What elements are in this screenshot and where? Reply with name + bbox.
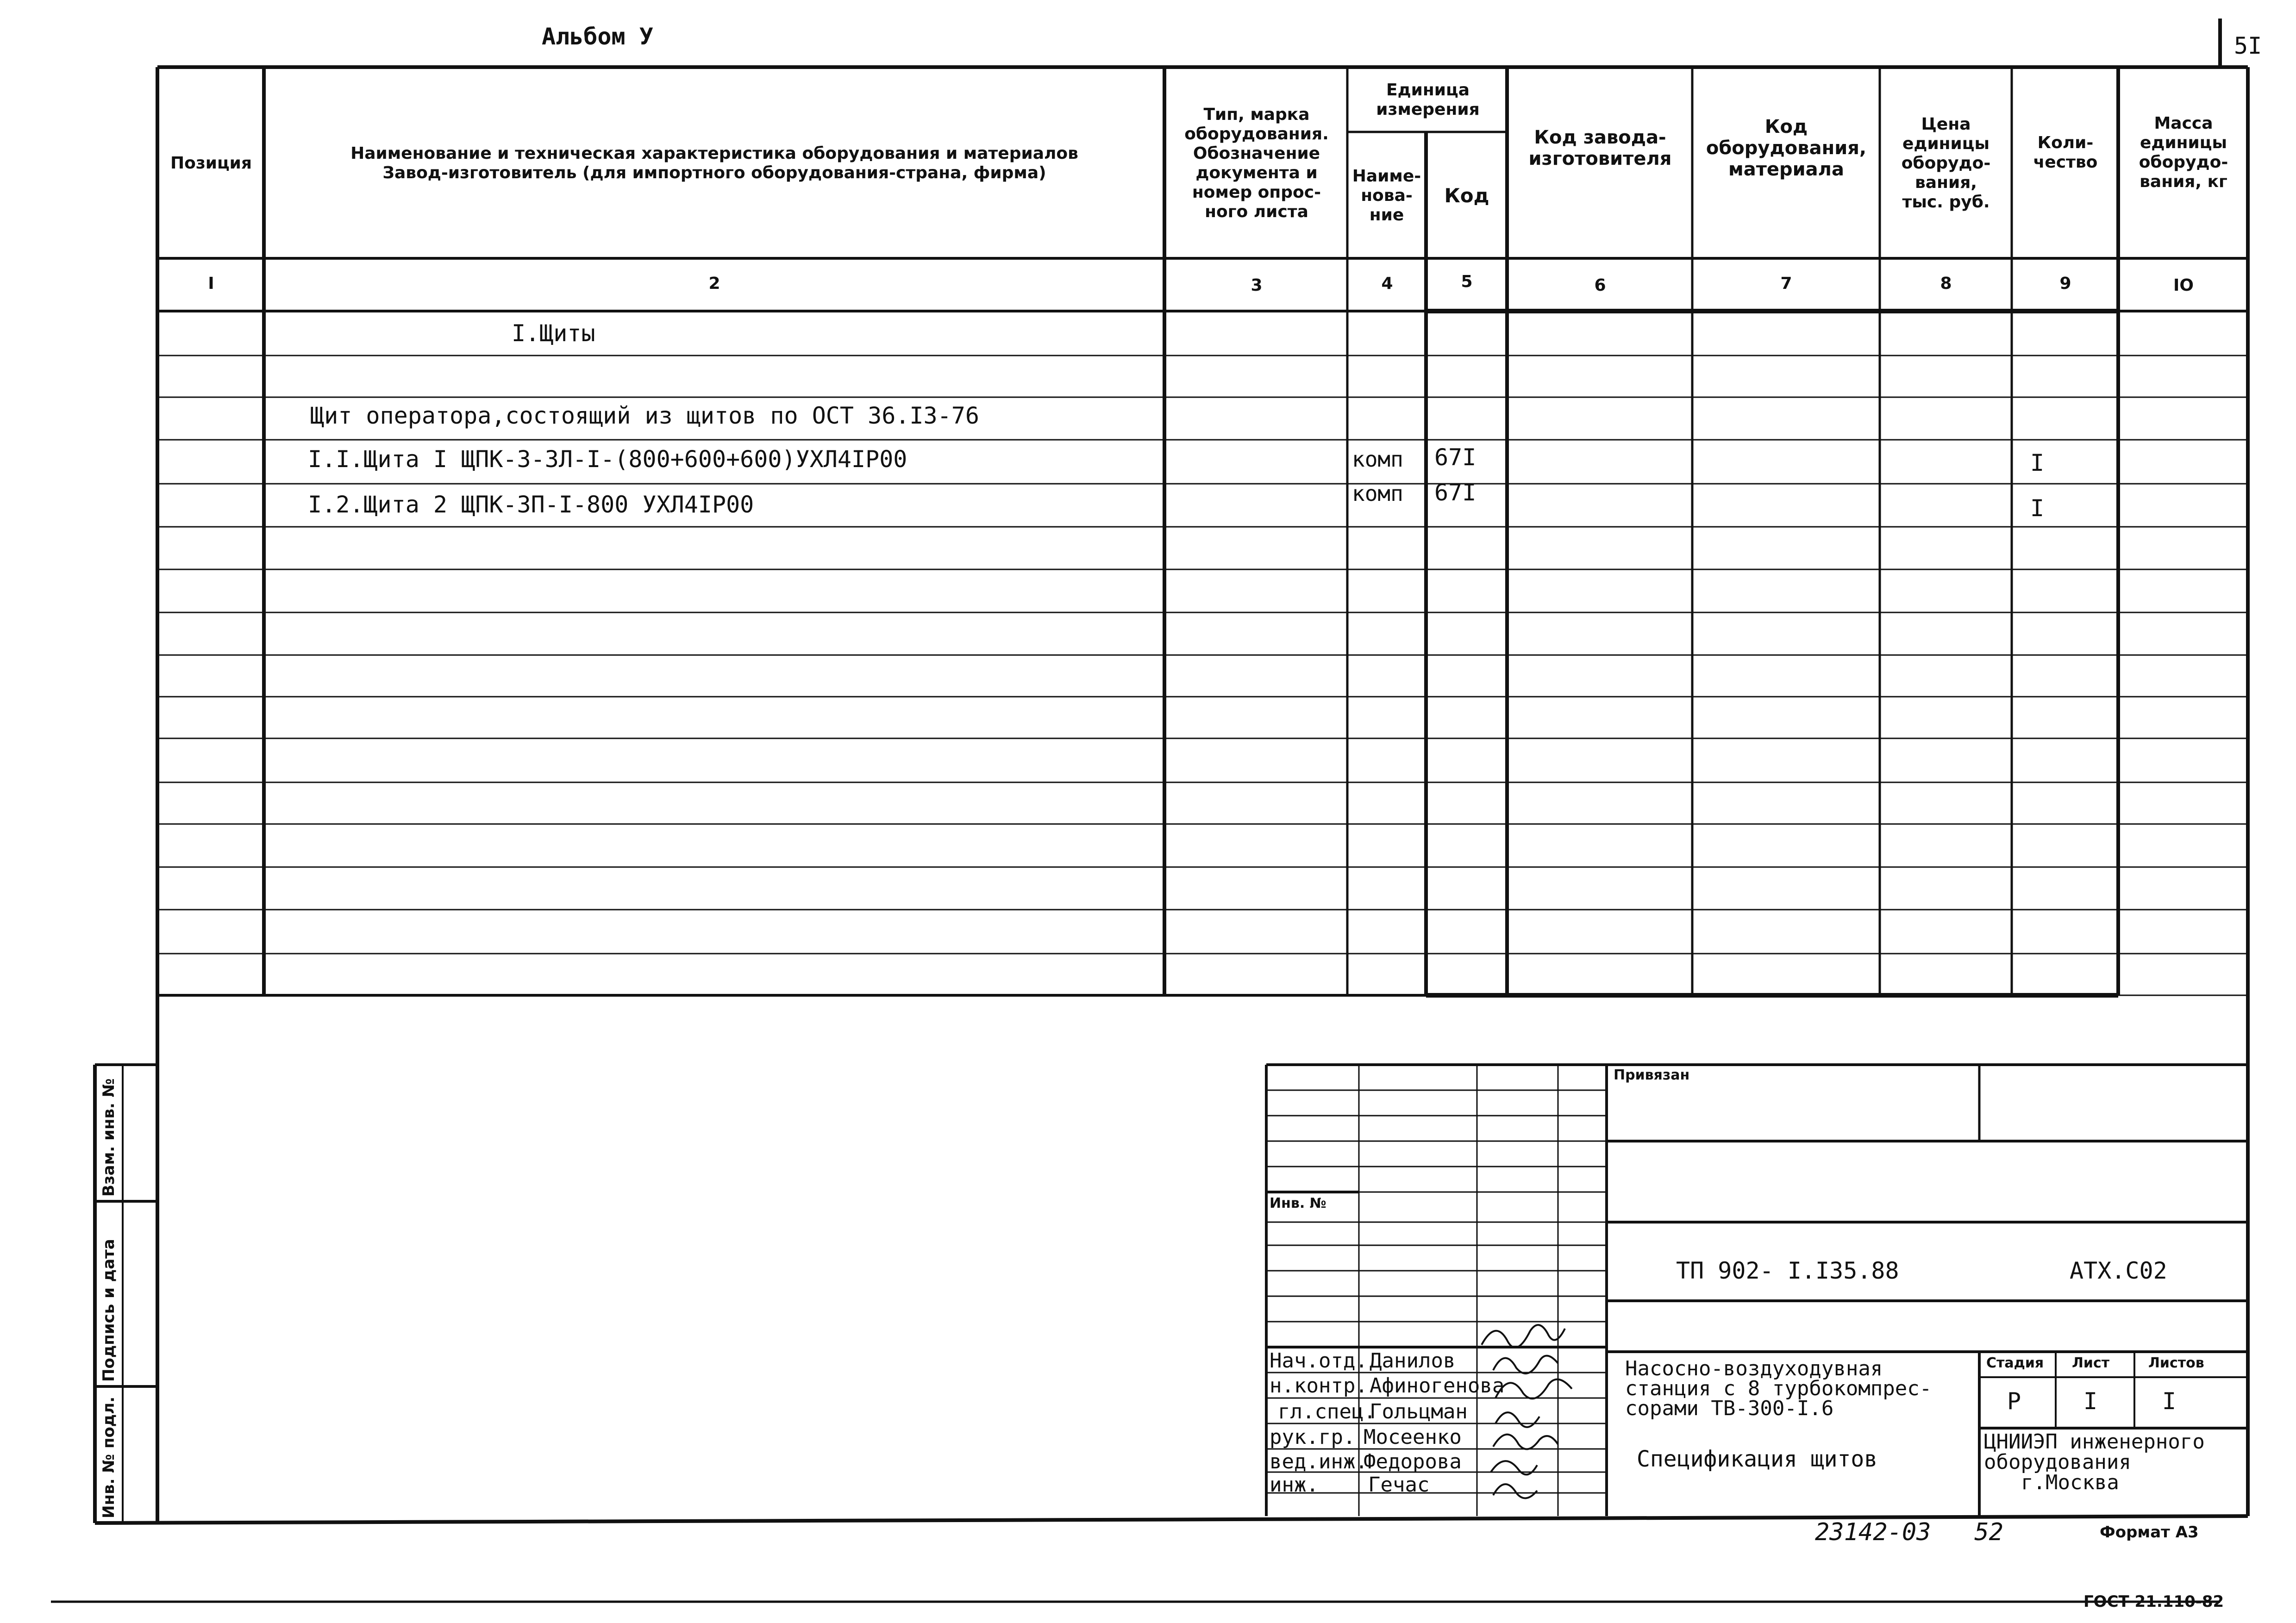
org-line: ЦНИИЭП инженерного xyxy=(1984,1430,2205,1454)
format-label: Формат А3 xyxy=(2100,1523,2199,1542)
header-unit-name-line: ние xyxy=(1369,205,1404,225)
person-role: вед.инж. xyxy=(1270,1450,1368,1473)
row-name: I.2.Щита 2 ЩПК-ЗП-I-800 УХЛ4IP00 xyxy=(308,491,754,518)
header-equip-line: материала xyxy=(1728,159,1844,180)
person-name: Гечас xyxy=(1368,1473,1430,1497)
col-number: 6 xyxy=(1594,276,1606,295)
header-mass-line: вания, кг xyxy=(2140,172,2227,191)
sheet-value: I xyxy=(2083,1388,2098,1415)
header-type-line: Обозначение xyxy=(1193,144,1320,163)
header-name-line1: Наименование и техническая характеристика оборудования и материалов xyxy=(350,144,1078,163)
side-label-inv: Инв. № подл. xyxy=(100,1396,118,1518)
col-number: 3 xyxy=(1251,276,1263,295)
header-quantity xyxy=(2014,69,2117,236)
header-position: Позиция xyxy=(170,153,252,173)
org-line: г.Москва xyxy=(2021,1471,2119,1494)
header-unit-name-line: Наиме- xyxy=(1352,166,1421,186)
col-number: 2 xyxy=(708,274,720,293)
header-type-line: ного листа xyxy=(1205,202,1308,221)
col-number: 7 xyxy=(1780,274,1792,293)
header-name-line2: Завод-изготовитель (для импортного оборудования-страна, фирма) xyxy=(382,163,1046,182)
header-unit-name-line: нова- xyxy=(1361,186,1413,205)
header-mass-line: Масса xyxy=(2154,114,2213,133)
header-price-line: тыс. руб. xyxy=(1902,192,1990,212)
header-maker-line: Код завода- xyxy=(1534,127,1666,148)
person-name: Афиногенова xyxy=(1370,1374,1505,1398)
doc-code: ТП 902- I.I35.88 xyxy=(1676,1257,1899,1284)
col-number: I xyxy=(208,274,214,293)
footer-number: 23142-03 52 xyxy=(1815,1518,2003,1546)
person-name: Мосеенко xyxy=(1364,1425,1462,1449)
header-name xyxy=(266,69,1163,257)
col-number: 8 xyxy=(1940,274,1952,293)
album-title: Альбом У xyxy=(542,23,653,50)
row-code: 67I xyxy=(1434,444,1476,471)
header-type-line: номер опрос- xyxy=(1192,182,1321,202)
header-equip-line: оборудования, xyxy=(1706,137,1867,159)
header-unit-line: Единица xyxy=(1386,81,1470,100)
header-unit-group xyxy=(1350,69,1506,131)
person-role: рук.гр. xyxy=(1270,1425,1356,1449)
sheets-label: Листов xyxy=(2148,1355,2204,1371)
header-mass xyxy=(2121,69,2246,236)
privyazan-label: Привязан xyxy=(1614,1067,1690,1083)
station-line: станция с 8 турбокомпрес- xyxy=(1625,1377,1932,1400)
header-type-line: документа и xyxy=(1195,163,1318,182)
side-label-podpis: Подпись и дата xyxy=(100,1239,118,1382)
person-role: н.контр. xyxy=(1270,1374,1368,1398)
person-name: Данилов xyxy=(1370,1349,1456,1373)
stage-label: Стадия xyxy=(1986,1355,2044,1371)
doc-mark: АТХ.С02 xyxy=(2070,1257,2167,1284)
doc-title: Спецификация щитов xyxy=(1637,1446,1878,1472)
org-line: оборудования xyxy=(1984,1450,2131,1474)
person-name: Гольцман xyxy=(1370,1400,1468,1423)
header-price-line: Цена xyxy=(1921,114,1971,134)
header-unit-line: измерения xyxy=(1376,100,1480,119)
person-name: Федорова xyxy=(1364,1450,1462,1473)
person-role: Нач.отд. xyxy=(1270,1349,1368,1373)
header-unit-code: Код xyxy=(1444,184,1489,207)
row-name: Щит оператора,состоящий из щитов по ОСТ 36.I3-76 xyxy=(310,402,979,429)
side-label-vzam: Взам. инв. № xyxy=(100,1078,118,1197)
header-qty-line: Коли- xyxy=(2037,133,2094,152)
person-role: инж. xyxy=(1270,1473,1319,1497)
col-number: 5 xyxy=(1461,272,1473,291)
row-section-title: I.Щиты xyxy=(512,320,595,347)
header-price-line: вания, xyxy=(1915,173,1977,192)
header-equip-code xyxy=(1695,69,1878,227)
row-qty: I xyxy=(2030,495,2045,522)
header-maker-line: изготовителя xyxy=(1528,148,1672,169)
station-line: Насосно-воздуходувная xyxy=(1625,1357,1883,1380)
station-line: сорами ТВ-300-I.6 xyxy=(1625,1397,1834,1420)
row-qty: I xyxy=(2030,449,2045,476)
header-qty-line: чество xyxy=(2033,153,2098,172)
header-mass-line: оборудо- xyxy=(2139,153,2228,172)
sheet-label: Лист xyxy=(2072,1355,2110,1371)
page-number: 5I xyxy=(2234,32,2262,59)
header-price-line: оборудо- xyxy=(1901,153,1991,173)
row-unit: комп xyxy=(1352,447,1403,472)
inv-label: Инв. № xyxy=(1270,1195,1326,1211)
header-price xyxy=(1882,69,2010,257)
header-mass-line: единицы xyxy=(2140,133,2227,152)
person-role: гл.спец. xyxy=(1278,1400,1376,1423)
header-type-line: Тип, марка xyxy=(1203,105,1310,124)
header-equip-line: Код xyxy=(1764,116,1808,137)
header-type-line: оборудования. xyxy=(1184,124,1329,144)
col-number: 4 xyxy=(1381,274,1393,293)
row-name: I.I.Щита I ЩПК-3-ЗЛ-I-(800+600+600)УХЛ4IP00 xyxy=(308,446,907,473)
row-code: 67I xyxy=(1434,479,1476,506)
col-number: IO xyxy=(2173,276,2194,295)
header-price-line: единицы xyxy=(1902,134,1990,153)
gost-label: ГОСТ 21.110-82 xyxy=(2083,1592,2224,1611)
row-unit: комп xyxy=(1352,481,1403,506)
header-unit-name xyxy=(1348,134,1425,257)
stage-value: Р xyxy=(2007,1388,2021,1415)
header-maker-code xyxy=(1509,69,1691,227)
header-type xyxy=(1167,69,1346,257)
sheets-value: I xyxy=(2162,1388,2177,1415)
col-number: 9 xyxy=(2059,274,2071,293)
